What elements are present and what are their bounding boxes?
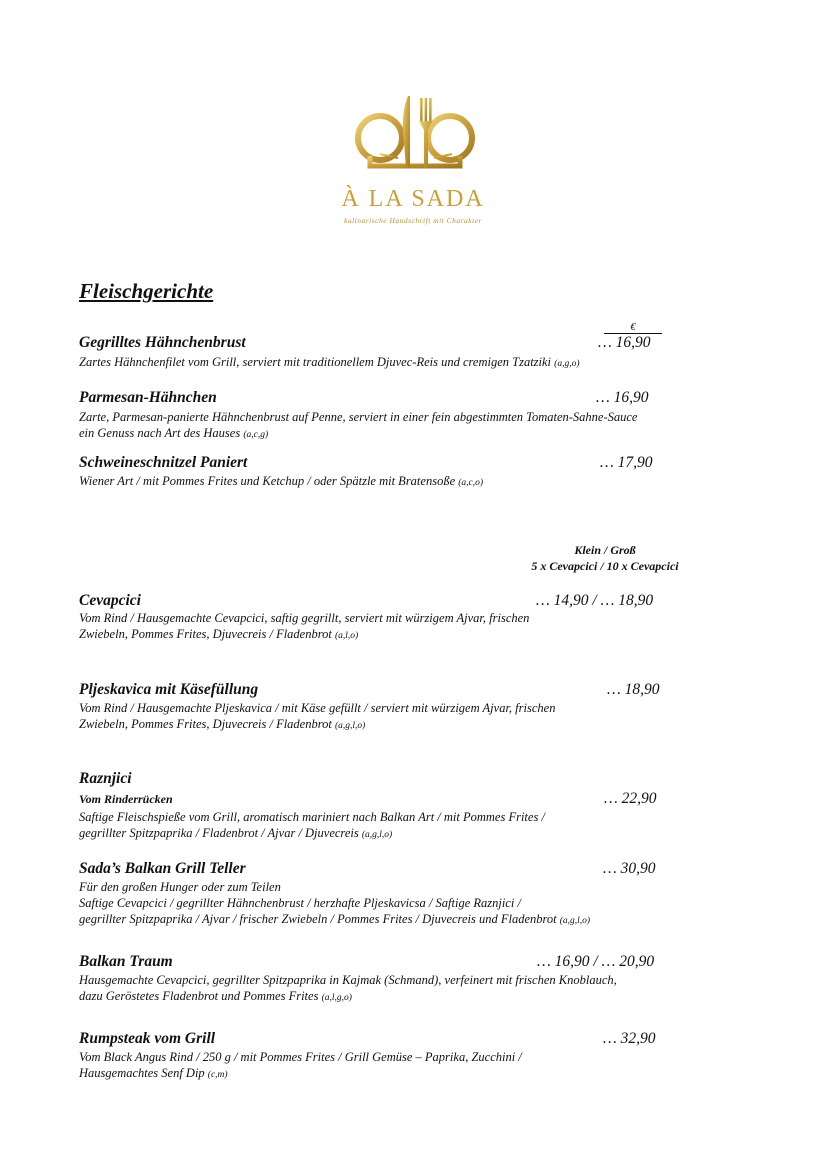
allergen-codes: (a,c,o) [458,478,484,488]
dish-title: Schweineschnitzel Paniert [79,454,248,471]
dish-description: Für den großen Hunger oder zum Teilen Saftige Cevapcici / gegrillter Hähnchenbrust / herzhafte Pljeskavicsa / Saftige Raznjici / gegrillter Spitzpaprika / Ajvar / frischer Zwiebeln / Pommes Frites / Djuvecreis und Fladenbrot (a,g,l,o) [79,880,591,926]
dish-price: … 17,90 [600,454,653,471]
dish-price: … 30,90 [603,860,656,877]
dish-description: Zarte, Parmesan-panierte Hähnchenbrust auf Penne, serviert in einer fein abgestimmten Tomaten-Sahne-Sauce ein Genuss nach Art des Hauses (a,c,g) [79,410,638,440]
allergen-codes: (a,l,o) [334,631,359,641]
dish-description: Hausgemachte Cevapcici, gegrillter Spitzpaprika in Kajmak (Schmand), verfeinert mit frischen Knoblauch, dazu Geröstetes Fladenbrot und Pommes Frites (a,l,g,o) [79,973,617,1003]
dish-price: … 14,90 / … 18,90 [536,592,654,609]
dish-title: Rumpsteak vom Grill [79,1030,216,1047]
dish-title: Sada’s Balkan Grill Teller [79,860,246,877]
allergen-codes: (a,g,l,o) [559,916,591,926]
dish-description: Wiener Art / mit Pommes Frites und Ketchup / oder Spätzle mit Bratensoße (a,c,o) [79,474,484,488]
dish-description: Vom Rind / Hausgemachte Cevapcici, saftig gegrillt, serviert mit würzigem Ajvar, frischen Zwiebeln, Pommes Frites, Djuvecreis / Fladenbrot (a,l,o) [79,611,530,641]
dish-title: Raznjici [79,770,132,787]
dish-title: Cevapcici [79,592,141,609]
dish-description: Saftige Fleischspieße vom Grill, aromatisch mariniert nach Balkan Art / mit Pommes Frites / gegrillter Spitzpaprika / Fladenbrot / Ajvar / Djuvecreis (a,g,l,o) [79,810,545,840]
dish-price: … 16,90 [596,389,649,406]
currency-label: € [604,322,662,334]
allergen-codes: (a,g,o) [554,359,580,369]
allergen-codes: (c,m) [207,1070,228,1080]
dish-price: … 18,90 [607,681,660,698]
dish-title: Pljeskavica mit Käsefüllung [79,681,259,698]
dish-title: Parmesan-Hähnchen [79,389,217,406]
allergen-codes: (a,c,g) [243,430,269,440]
dish-price: … 32,90 [603,1030,656,1047]
brand-tagline: kulinarische Handschrift mit Charakter [344,216,482,225]
brand-name: À LA SADA [341,186,485,212]
dish-subtitle: Vom Rinderrücken [79,792,173,806]
size-header-portions: 5 x Cevapcici / 10 x Cevapcici [531,559,679,573]
dish-description: Zartes Hähnchenfilet vom Grill, serviert mit traditionellem Djuvec-Reis und cremigen Tzatziki (a,g,o) [79,355,580,369]
dish-price: … 22,90 [604,790,657,807]
dish-description: Vom Black Angus Rind / 250 g / mit Pommes Frites / Grill Gemüse – Paprika, Zucchini / Hausgemachtes Senf Dip (c,m) [79,1050,522,1080]
dish-price: … 16,90 / … 20,90 [537,953,655,970]
dish-description: Vom Rind / Hausgemachte Pljeskavica / mit Käse gefüllt / serviert mit würzigem Ajvar, frischen Zwiebeln, Pommes Frites, Djuvecreis / Fladenbrot (a,g,l,o) [79,701,556,731]
allergen-codes: (a,g,l,o) [334,721,366,731]
section-title: Fleischgerichte [79,279,214,303]
allergen-codes: (a,g,l,o) [361,830,393,840]
dish-title: Balkan Traum [79,953,173,970]
allergen-codes: (a,l,g,o) [321,993,352,1003]
size-header-label: Klein / Groß [574,543,636,557]
dish-title: Gegrilltes Hähnchenbrust [79,334,246,351]
dish-price: … 16,90 [598,334,651,351]
